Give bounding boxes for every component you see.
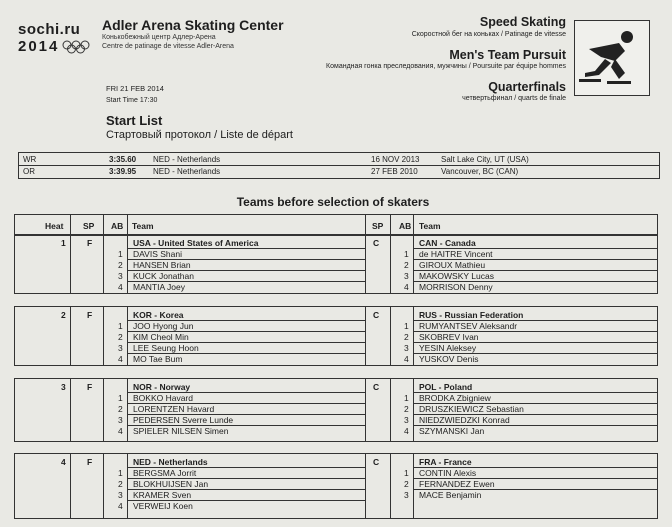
start-position-right: C: [373, 382, 380, 392]
start-position-left: F: [87, 457, 93, 467]
team-name-left: USA - United States of America: [133, 238, 259, 248]
col-ab-2: AB: [399, 221, 412, 231]
page-subtitle: Стартовый протокол / Liste de départ: [106, 129, 293, 141]
skater-order: 4: [118, 354, 123, 364]
skater-name: MANTIA Joey: [133, 282, 185, 292]
skater-name: KRAMER Sven: [133, 490, 192, 500]
record-place: Vancouver, BC (CAN): [441, 167, 519, 176]
skater-order: 2: [404, 479, 409, 489]
skater-name: PEDERSEN Sverre Lunde: [133, 415, 234, 425]
col-ab: AB: [111, 221, 124, 231]
skater-name: SZYMANSKI Jan: [419, 426, 485, 436]
skater-name: FERNANDEZ Ewen: [419, 479, 495, 489]
sochi-2014-logo: [18, 22, 93, 58]
skater-name: BLOKHUIJSEN Jan: [133, 479, 209, 489]
skater-order: 4: [404, 426, 409, 436]
record-type: OR: [23, 167, 35, 176]
skater-order: 1: [118, 249, 123, 259]
venue-subtitle: [102, 33, 234, 51]
skater-name: LEE Seung Hoon: [133, 343, 199, 353]
event-subtitle: Командная гонка преследования, мужчины / Poursuite par équipe hommes: [326, 63, 566, 70]
skater-order: 3: [404, 271, 409, 281]
skater-order: 3: [404, 490, 409, 500]
start-position-right: C: [373, 238, 380, 248]
start-position-left: F: [87, 382, 93, 392]
skater-name: YUSKOV Denis: [419, 354, 479, 364]
skater-order: 1: [118, 393, 123, 403]
skater-order: 2: [404, 260, 409, 270]
team-name-right: FRA - France: [419, 457, 472, 467]
skater-name: JOO Hyong Jun: [133, 321, 194, 331]
heat-block: [14, 378, 658, 442]
skater-order: 1: [404, 468, 409, 478]
skater-order: 4: [118, 426, 123, 436]
heat-block: [14, 306, 658, 366]
skater-name: CONTIN Alexis: [419, 468, 477, 478]
venue-subtitle-fr: Centre de patinage de vitesse Adler-Arena: [102, 43, 234, 50]
skater-order: 4: [118, 282, 123, 292]
venue-title: Adler Arena Skating Center: [102, 17, 284, 33]
record-time: 3:35.60: [109, 155, 137, 164]
skater-order: 2: [118, 332, 123, 342]
skater-name: SPIELER NILSEN Simen: [133, 426, 229, 436]
team-name-left: NOR - Norway: [133, 382, 191, 392]
skater-order: 3: [404, 415, 409, 425]
sport-subtitle: Скоростной бег на коньках / Patinage de vitesse: [411, 31, 566, 38]
skater-order: 1: [118, 321, 123, 331]
skater-name: DAVIS Shani: [133, 249, 182, 259]
round-subtitle: четвертьфинал / quarts de finale: [462, 95, 566, 102]
start-position-right: C: [373, 457, 380, 467]
sport-title: Speed Skating: [479, 15, 566, 29]
skater-order: 4: [404, 354, 409, 364]
records-box: [18, 152, 660, 179]
olympic-rings-icon: [62, 40, 92, 54]
record-noc: NED - Netherlands: [153, 155, 221, 164]
record-time: 3:39.95: [109, 167, 137, 176]
skater-order: 3: [118, 490, 123, 500]
skater-order: 4: [404, 282, 409, 292]
col-team: Team: [132, 221, 154, 231]
skater-order: 1: [404, 393, 409, 403]
skater-order: 2: [118, 404, 123, 414]
event-title: Men's Team Pursuit: [449, 48, 566, 62]
skater-name: MO Tae Bum: [133, 354, 183, 364]
competition-date: FRI 21 FEB 2014: [106, 84, 164, 93]
skater-name: SKOBREV Ivan: [419, 332, 479, 342]
skater-name: KUCK Jonathan: [133, 271, 194, 281]
team-name-left: KOR - Korea: [133, 310, 184, 320]
team-name-right: RUS - Russian Federation: [419, 310, 524, 320]
skater-order: 3: [118, 415, 123, 425]
logo-text-sochi: sochi.ru: [18, 21, 81, 38]
skater-name: BRODKA Zbigniew: [419, 393, 491, 403]
skater-order: 2: [118, 260, 123, 270]
skater-name: MORRISON Denny: [419, 282, 493, 292]
round-title: Quarterfinals: [488, 80, 566, 94]
skater-order: 3: [404, 343, 409, 353]
skater-name: MACE Benjamin: [419, 490, 482, 500]
skater-order: 4: [118, 501, 123, 511]
skater-order: 2: [404, 404, 409, 414]
skater-name: GIROUX Mathieu: [419, 260, 486, 270]
skater-order: 3: [118, 343, 123, 353]
record-date: 27 FEB 2010: [371, 167, 418, 176]
col-team-2: Team: [419, 221, 441, 231]
skater-name: RUMYANTSEV Aleksandr: [419, 321, 518, 331]
skater-name: YESIN Aleksey: [419, 343, 477, 353]
section-title: Teams before selection of skaters: [236, 195, 430, 209]
heat-number: 4: [61, 457, 66, 467]
page-title: Start List: [106, 113, 163, 128]
skater-name: NIEDZWIEDZKI Konrad: [419, 415, 510, 425]
venue-subtitle-ru: Конькобежный центр Адлер-Арена: [102, 34, 216, 41]
record-place: Salt Lake City, UT (USA): [441, 155, 529, 164]
skater-name: BERGSMA Jorrit: [133, 468, 197, 478]
record-date: 16 NOV 2013: [371, 155, 420, 164]
skater-order: 2: [118, 479, 123, 489]
record-noc: NED - Netherlands: [153, 167, 221, 176]
record-row-or: [19, 166, 659, 178]
skater-name: MAKOWSKY Lucas: [419, 271, 494, 281]
heat-block: [14, 234, 658, 294]
skater-name: DRUSZKIEWICZ Sebastian: [419, 404, 524, 414]
skater-name: LORENTZEN Havard: [133, 404, 215, 414]
skater-name: KIM Cheol Min: [133, 332, 189, 342]
heat-block: [14, 453, 658, 519]
start-time: Start Time 17:30: [106, 97, 158, 104]
logo-text-2014: 2014: [18, 38, 60, 55]
col-heat: Heat: [45, 221, 64, 231]
heat-number: 3: [61, 382, 66, 392]
skater-name: HANSEN Brian: [133, 260, 191, 270]
heat-number: 1: [61, 238, 66, 248]
skater-name: BOKKO Havard: [133, 393, 193, 403]
table-header: [14, 214, 658, 236]
team-name-right: POL - Poland: [419, 382, 473, 392]
skater-order: 2: [404, 332, 409, 342]
speed-skater-pictogram-icon: [574, 20, 650, 96]
col-sp-2: SP: [372, 221, 384, 231]
record-type: WR: [23, 155, 37, 164]
team-name-right: CAN - Canada: [419, 238, 476, 248]
heat-number: 2: [61, 310, 66, 320]
skater-name: de HAITRE Vincent: [419, 249, 493, 259]
col-sp: SP: [83, 221, 95, 231]
start-position-right: C: [373, 310, 380, 320]
skater-name: VERWEIJ Koen: [133, 501, 193, 511]
skater-order: 1: [404, 249, 409, 259]
start-position-left: F: [87, 310, 93, 320]
team-name-left: NED - Netherlands: [133, 457, 208, 467]
skater-order: 1: [404, 321, 409, 331]
skater-order: 1: [118, 468, 123, 478]
skater-order: 3: [118, 271, 123, 281]
start-position-left: F: [87, 238, 93, 248]
